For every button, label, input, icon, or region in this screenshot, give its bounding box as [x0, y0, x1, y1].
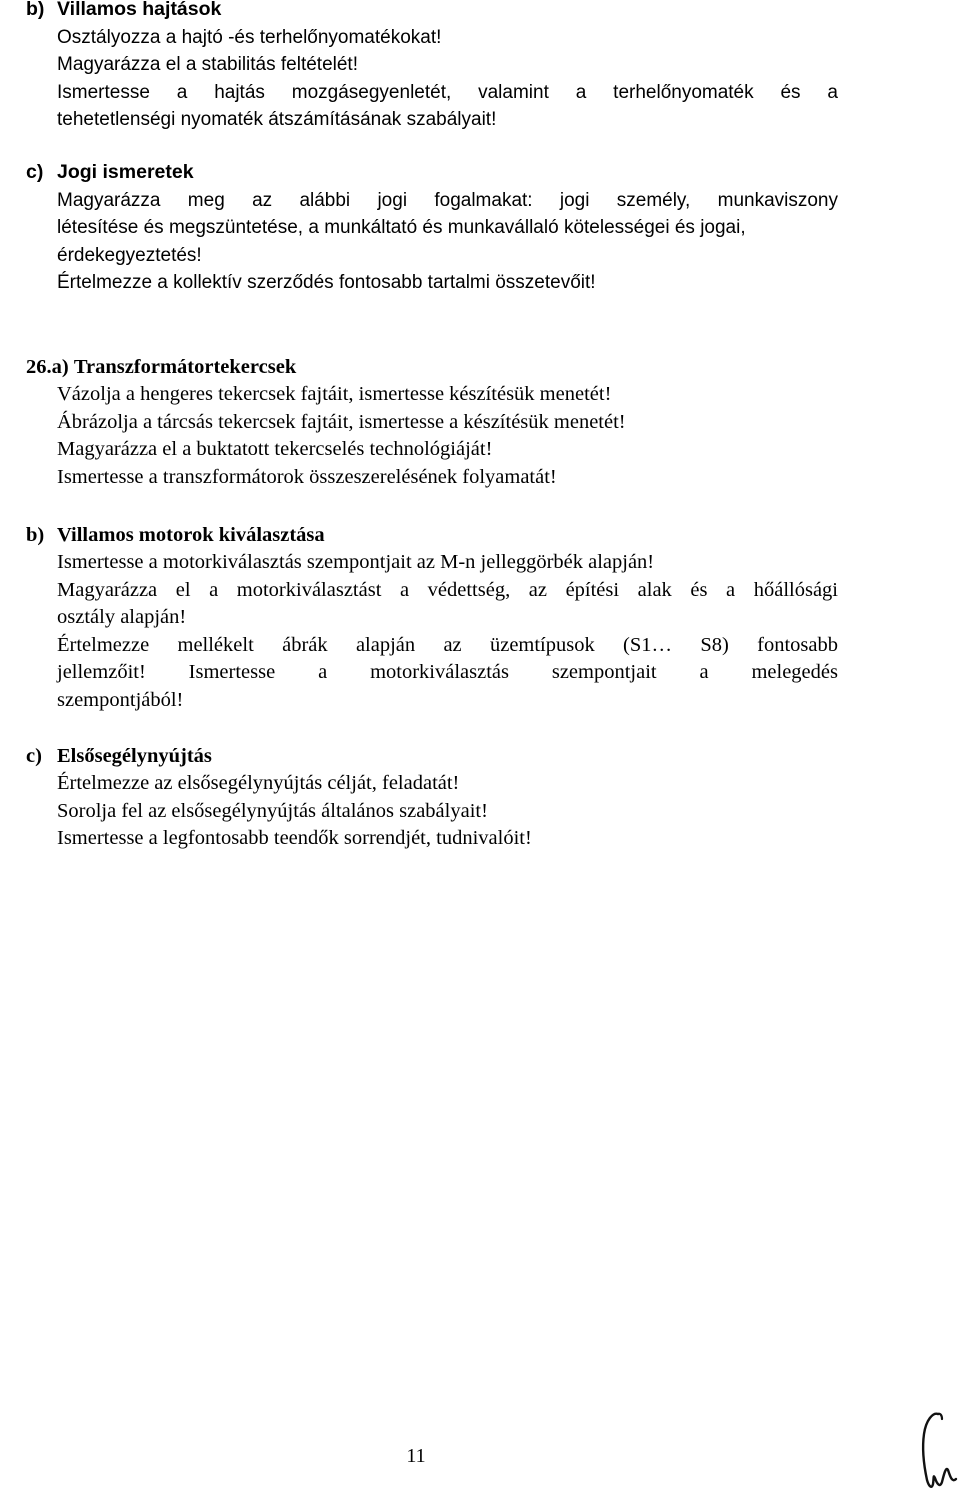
section-label: c): [26, 745, 42, 767]
section-title: Elsősegélynyújtás: [57, 745, 212, 767]
section-villamos-hajtasok: [26, 0, 838, 134]
section-body: [57, 770, 838, 853]
text-line: Ismertesse a hajtás mozgásegyenletét, valamint a terhelőnyomaték és a: [57, 81, 838, 103]
section-transzformatortekercsek: [26, 354, 838, 491]
section-label: b): [26, 0, 45, 20]
section-body: [57, 549, 838, 714]
text-line: Magyarázza meg az alábbi jogi fogalmakat: jogi személy, munkaviszony: [57, 189, 838, 211]
text-line: Vázolja a hengeres tekercsek fajtáit, ismertesse készítésük menetét!: [57, 383, 612, 405]
text-line: Értelmezze az elsősegélynyújtás célját, feladatát!: [57, 772, 460, 794]
section-body: [57, 187, 838, 297]
text-line: szempontjából!: [57, 688, 184, 711]
section-label: b): [26, 524, 45, 546]
section-heading: [26, 743, 838, 770]
text-line: Ismertesse a legfontosabb teendők sorrendjét, tudnivalóit!: [57, 827, 532, 849]
text-line: Értelmezze a kollektív szerződés fontosabb tartalmi összetevőit!: [57, 272, 596, 293]
text-line: Magyarázza el a stabilitás feltételét!: [57, 54, 358, 75]
text-line: Ismertesse a motorkiválasztás szempontjait az M-n jelleggörbék alapján!: [57, 551, 655, 573]
handwritten-signature: [916, 1408, 960, 1492]
section-title: Transzformátortekercsek: [73, 356, 297, 378]
section-title: Villamos hajtások: [57, 0, 222, 20]
section-heading: [26, 0, 838, 24]
text-line: érdekegyeztetés!: [57, 244, 202, 266]
text-line: Magyarázza el a motorkiválasztást a védettség, az építési alak és a hőállósági: [57, 578, 838, 601]
text-line: Értelmezze mellékelt ábrák alapján az üzemtípusok (S1… S8) fontosabb: [57, 633, 838, 656]
section-label: c): [26, 161, 44, 183]
section-elsosegelynyujtas: [26, 743, 838, 853]
text-line: Osztályozza a hajtó -és terhelőnyomatékokat!: [57, 26, 442, 48]
section-body: [57, 24, 838, 134]
section-body: [57, 381, 838, 491]
text-line: Magyarázza el a buktatott tekercselés technológiáját!: [57, 438, 493, 460]
page-number: 11: [406, 1445, 426, 1467]
section-heading: [26, 159, 838, 187]
section-title: Jogi ismeretek: [57, 161, 194, 183]
section-jogi-ismeretek: [26, 159, 838, 297]
section-heading: [26, 522, 838, 549]
text-line: Sorolja fel az elsősegélynyújtás általános szabályait!: [57, 799, 488, 822]
section-heading: [26, 354, 838, 381]
text-line: tehetetlenségi nyomaték átszámításának szabályait!: [57, 109, 497, 130]
text-line: Ismertesse a transzformátorok összeszerelésének folyamatát!: [57, 465, 557, 488]
text-line: létesítése és megszüntetése, a munkáltató és munkavállaló kötelességei és jogai,: [57, 217, 746, 238]
section-label: 26.a): [26, 356, 69, 378]
text-line: jellemzőit! Ismertesse a motorkiválasztás szempontjait a melegedés: [57, 661, 838, 683]
section-title: Villamos motorok kiválasztása: [57, 524, 325, 546]
section-villamos-motorok: [26, 522, 838, 714]
text-line: Ábrázolja a tárcsás tekercsek fajtáit, ismertesse a készítésük menetét!: [57, 410, 626, 433]
text-line: osztály alapján!: [57, 606, 187, 628]
